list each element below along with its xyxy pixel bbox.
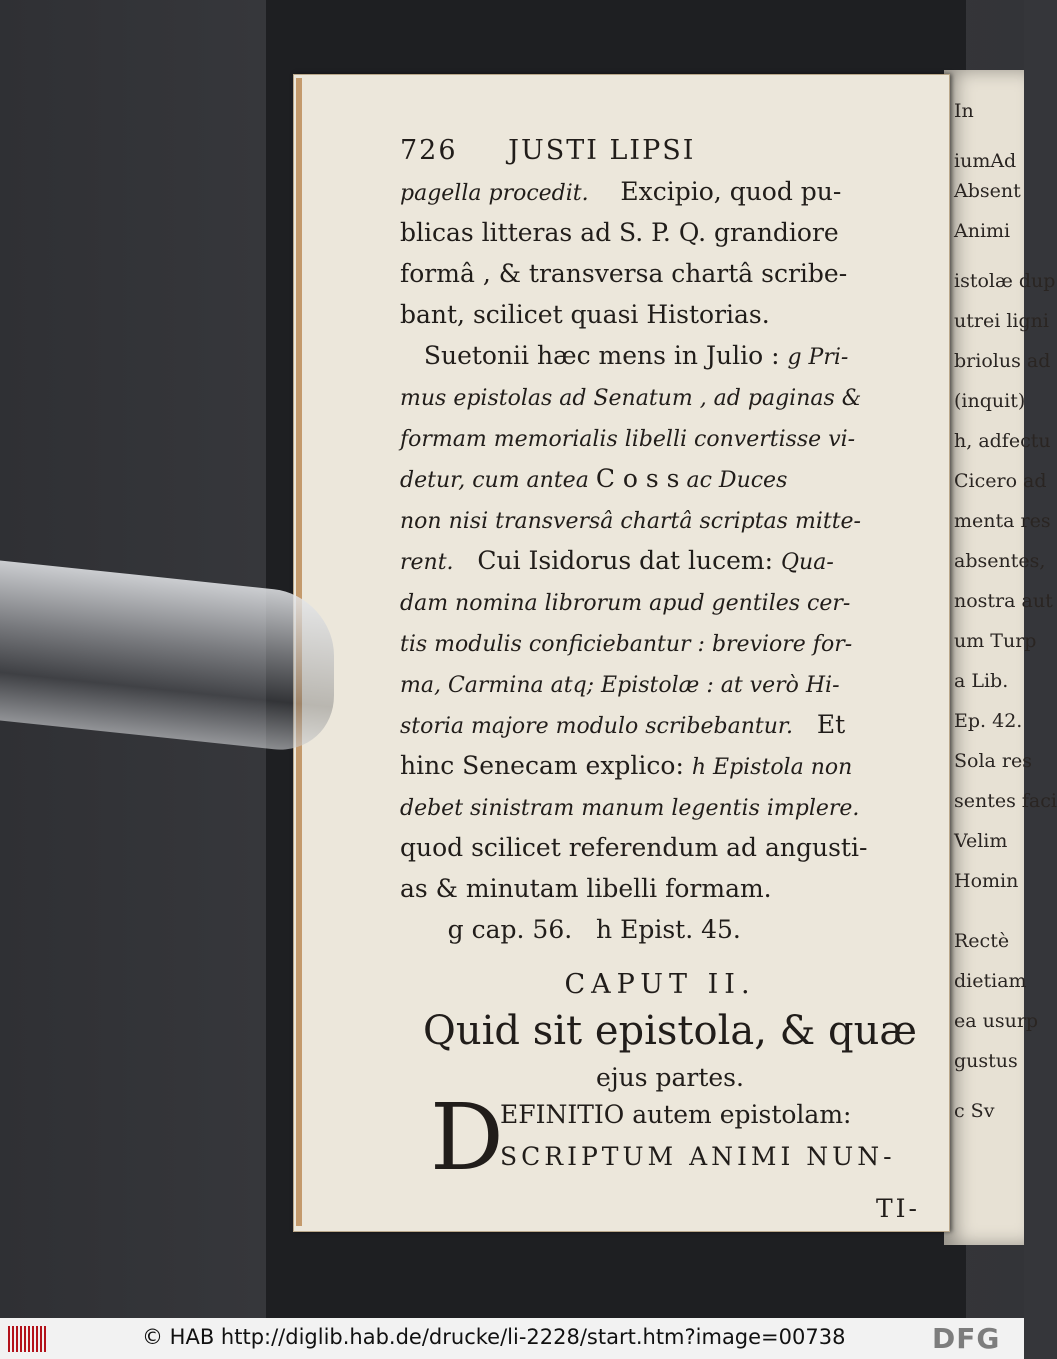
text-segment: quod scilicet referendum ad angusti- bbox=[400, 833, 868, 862]
facing-page-line: sentes faci bbox=[954, 790, 1057, 812]
text-segment: non nisi transversâ chartâ scriptas mitte- bbox=[400, 509, 861, 534]
facing-page-line: (inquit) bbox=[954, 390, 1026, 412]
facing-page-line: briolus ad bbox=[954, 350, 1051, 372]
drop-cap-paragraph bbox=[400, 1084, 940, 1191]
facing-page-line: In bbox=[954, 100, 974, 122]
text-line bbox=[400, 827, 940, 868]
facing-page-line: iumAd bbox=[954, 150, 1017, 172]
hab-logo-icon bbox=[8, 1326, 48, 1352]
facing-page-line: Homin bbox=[954, 870, 1019, 892]
text-line bbox=[400, 171, 940, 212]
facing-page-line: absentes, bbox=[954, 550, 1046, 572]
text-segment: as & minutam libelli formam. bbox=[400, 874, 772, 903]
facing-page-line: Ep. 42. bbox=[954, 710, 1023, 732]
facing-page-line: menta res bbox=[954, 510, 1051, 532]
text-line bbox=[400, 704, 940, 745]
text-segment: C o s s bbox=[595, 464, 680, 493]
text-line bbox=[400, 417, 940, 458]
text-line bbox=[400, 376, 940, 417]
text-line bbox=[400, 212, 940, 253]
facing-page-line: Sola res bbox=[954, 750, 1032, 772]
text-segment: g Pri- bbox=[787, 345, 849, 370]
facing-page-line: Animi bbox=[954, 220, 1011, 242]
text-line bbox=[400, 458, 940, 499]
text-segment: Suetonii hæc mens in Julio : bbox=[400, 341, 788, 370]
text-segment: detur, cum antea bbox=[400, 468, 596, 493]
body-lines bbox=[400, 171, 940, 950]
text-segment: formâ , & transversa chartâ scribe- bbox=[400, 259, 848, 288]
text-segment: Cui Isidorus dat lucem: bbox=[453, 546, 782, 575]
credit-link[interactable]: © HAB http://diglib.hab.de/drucke/li-2228/start.htm?image=00738 bbox=[142, 1325, 846, 1349]
chapter-title: Quid sit epistola, & quæ bbox=[423, 1008, 917, 1054]
catchword: TI- bbox=[876, 1194, 920, 1223]
chapter-title-continued: ejus partes. bbox=[596, 1063, 744, 1092]
text-segment: ma, Carmina atq; Epistolæ : at verò Hi- bbox=[400, 673, 840, 698]
text-segment: Qua- bbox=[781, 550, 834, 575]
facing-page-line: a Lib. bbox=[954, 670, 1009, 692]
facing-page-line: c Sv bbox=[954, 1100, 995, 1122]
text-line bbox=[400, 909, 940, 950]
facing-page-line: ea usurp bbox=[954, 1010, 1039, 1032]
text-line bbox=[400, 745, 940, 786]
text-line bbox=[400, 253, 940, 294]
text-line bbox=[400, 294, 940, 335]
text-segment: debet sinistram manum legentis implere. bbox=[400, 796, 860, 821]
facing-page-line: um Turp bbox=[954, 630, 1037, 652]
facing-page-line: utrei ligni bbox=[954, 310, 1049, 332]
text-line bbox=[400, 540, 940, 581]
facing-page-line: dietiam bbox=[954, 970, 1027, 992]
text-segment: pagella procedit. bbox=[400, 181, 589, 206]
chapter-heading: CAPUT II. bbox=[564, 969, 756, 1000]
drop-cap: D bbox=[430, 1084, 504, 1191]
page-text bbox=[400, 130, 940, 1229]
running-header bbox=[400, 130, 940, 171]
text-segment: rent. bbox=[400, 550, 454, 575]
text-segment: Et bbox=[792, 710, 846, 739]
text-line bbox=[400, 335, 940, 376]
text-segment: blicas litteras ad S. P. Q. grandiore bbox=[400, 218, 839, 247]
text-line bbox=[400, 868, 940, 909]
facing-page-line: h, adfectu bbox=[954, 430, 1051, 452]
text-segment: mus epistolas ad Senatum , ad paginas & bbox=[400, 386, 862, 411]
facing-page-line: Velim bbox=[954, 830, 1008, 852]
text-line bbox=[400, 786, 940, 827]
footer-bar bbox=[0, 1318, 1024, 1359]
text-line bbox=[400, 622, 940, 663]
text-segment: tis modulis conficiebantur : breviore for- bbox=[400, 632, 853, 657]
page-number: 726 bbox=[400, 135, 458, 166]
text-segment: ac Duces bbox=[679, 468, 788, 493]
text-segment: g cap. 56. h Epist. 45. bbox=[400, 915, 741, 944]
text-line bbox=[400, 663, 940, 704]
facing-page-line: gustus bbox=[954, 1050, 1018, 1072]
running-head: JUSTI LIPSI bbox=[508, 135, 696, 166]
text-segment: formam memorialis libelli convertisse vi- bbox=[400, 427, 856, 452]
facing-page-line: Absent bbox=[954, 180, 1021, 202]
text-segment: storia majore modulo scribebantur. bbox=[400, 714, 793, 739]
facing-page-line: istolæ dup bbox=[954, 270, 1056, 292]
text-segment: hinc Senecam explico: bbox=[400, 751, 692, 780]
drop-line-1: EFINITIO autem epistolam: bbox=[500, 1100, 852, 1129]
text-segment: Excipio, quod pu- bbox=[588, 177, 842, 206]
text-line bbox=[400, 499, 940, 540]
text-line bbox=[400, 581, 940, 622]
text-segment: bant, scilicet quasi Historias. bbox=[400, 300, 770, 329]
dfg-logo: DFG bbox=[932, 1322, 1001, 1355]
facing-page-line: Cicero ad bbox=[954, 470, 1047, 492]
text-segment: h Epistola non bbox=[691, 755, 853, 780]
facing-page-line: nostra aut bbox=[954, 590, 1053, 612]
facing-page bbox=[944, 70, 1057, 1245]
drop-line-2: SCRIPTUM ANIMI NUN- bbox=[500, 1142, 896, 1171]
facing-page-line: Rectè bbox=[954, 930, 1010, 952]
text-segment: dam nomina librorum apud gentiles cer- bbox=[400, 591, 851, 616]
